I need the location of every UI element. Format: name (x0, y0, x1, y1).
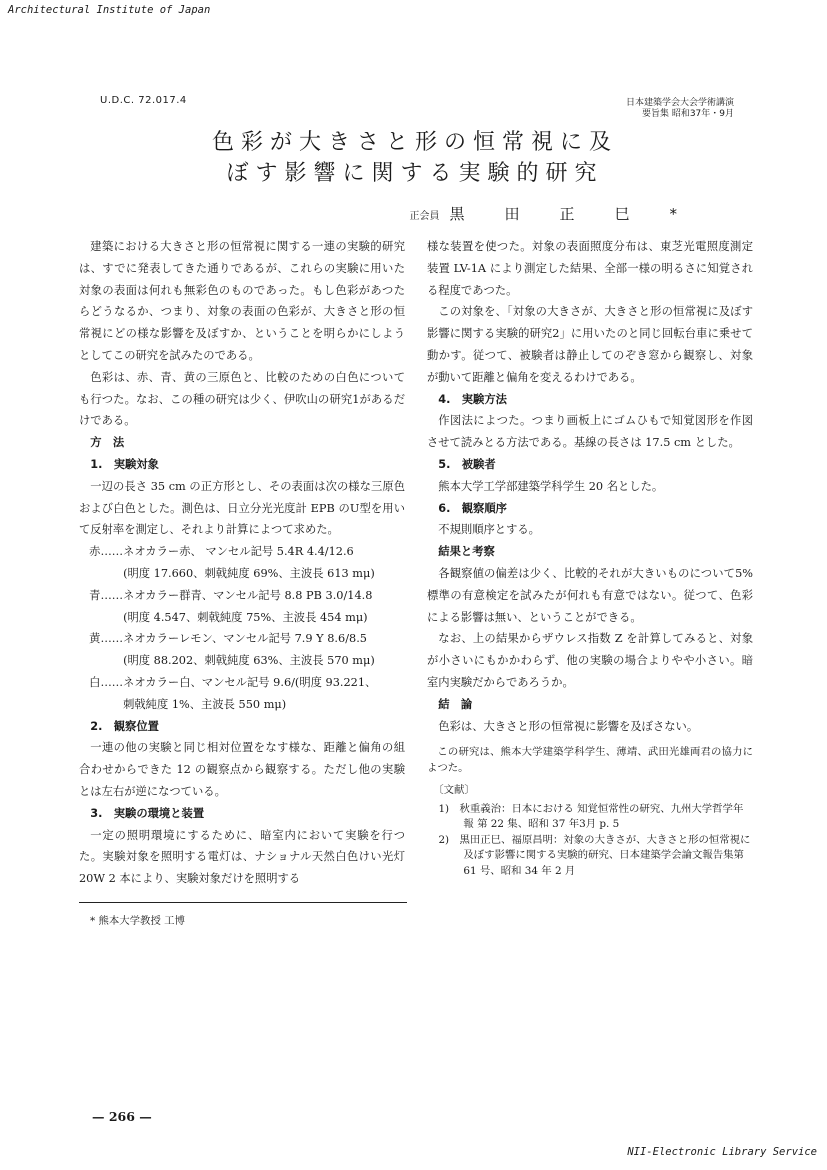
body-paragraph: この対象を、「対象の大きさが、大きさと形の恒常視に及ぼす影響に関する実験的研究2」に用いたのと同じ回転台車に乗せて動かす。従つて、被験者は静止してのぞき窓から観察し、対象が動いて距離と偏角を変えるわけである。 (427, 305, 753, 384)
udc-code: U.D.C. 72.017.4 (100, 95, 187, 106)
intro-paragraph: 建築における大きさと形の恒常視に関する一連の実験的研究は、すでに発表してきた通りであるが、これらの実験に用いた対象の表面は何れも無彩色のものであった。もし色彩があつたらどうなるか、つまり、対象の表面の色彩が、大きさと形の恒常視にどの様な影響を及ぼすか、ということを明らかにしようとしてこの研究を試みたのである。 (79, 240, 405, 362)
author-role: 正会員 (409, 211, 440, 222)
acknowledgement: この研究は、熊本大学建築学科学生、薄靖、武田光雄両君の協力によつた。 (427, 746, 753, 774)
footnote-divider (79, 902, 407, 903)
footnote: * 熊本大学教授 工博 (90, 915, 185, 927)
reference-item: 1) 秋重義治：日本における 知覚恒常性の研究、九州大学哲学年報 第 22 集、昭和 37 年3月 p. 5 (438, 802, 744, 831)
title-line: ぼす影響に関する実験的研究 (226, 161, 604, 186)
section-heading: 1. 実験対象 (90, 457, 159, 471)
body-paragraph: 熊本大学工学部建築学科学生 20 名とした。 (438, 479, 664, 493)
color-spec: 青……ネオカラー群青、マンセル記号 8.8 PB 3.0/14.8 (89, 588, 373, 602)
color-spec-detail: (明度 4.547、刺戟純度 75%、主波長 454 mμ) (123, 610, 368, 624)
section-heading: 4. 実験方法 (438, 392, 507, 406)
right-column (427, 236, 753, 879)
paper-title (160, 127, 670, 189)
body-paragraph: 一辺の長さ 35 cm の正方形とし、その表面は次の様な三原色および白色とした。測色は、日立分光光度計 EPB のU型を用いて反射率を測定し、それより計算によつて求めた。 (79, 479, 405, 537)
section-heading: 2. 観察位置 (90, 719, 159, 733)
publication-info (626, 98, 734, 120)
author-name: 黒田正巳* (449, 205, 717, 223)
intro-paragraph: 色彩は、赤、青、黄の三原色と、比較のための白色についても行つた。なお、この種の研究は少く、伊吹山の研究1があるだけである。 (79, 370, 405, 428)
section-heading: 結 論 (438, 697, 473, 711)
color-spec-detail: (明度 88.202、刺戟純度 63%、主波長 570 mμ) (123, 654, 375, 668)
body-paragraph: 作図法によつた。つまり画板上にゴムひもで知覚図形を作図させて読みとる方法である。基線の長さは 17.5 cm とした。 (427, 414, 753, 450)
section-heading: 3. 実験の環境と装置 (90, 806, 205, 820)
publication-info-line: 日本建築学会大会学術講演 (625, 98, 734, 108)
color-spec: 白……ネオカラー白、マンセル記号 9.6/(明度 93.221、 (89, 675, 377, 689)
body-paragraph: 様な装置を使つた。対象の表面照度分布は、東芝光電照度測定装置 LV-1A により測定した結果、全部一様の明るさに知覚される程度であつた。 (427, 240, 753, 297)
left-column (79, 236, 405, 890)
section-heading: 方 法 (90, 436, 125, 450)
section-heading: 結果と考察 (438, 545, 495, 559)
color-spec: 赤……ネオカラー赤、 マンセル記号 5.4R 4.4/12.6 (89, 545, 354, 559)
page-number: — 266 — (92, 1109, 152, 1124)
body-paragraph: 一定の照明環境にするために、暗室内において実験を行つた。実験対象を照明する電灯は、ナショナル天然白色けい光灯 20W 2 本により、実験対象だけを照明する (79, 828, 405, 886)
body-paragraph: 一連の他の実験と同じ相対位置をなす様な、距離と偏角の組合わせからできた 12 の観察点から観察する。ただし他の実験とは左右が逆になつている。 (79, 741, 405, 798)
section-heading: 5. 被験者 (438, 457, 496, 471)
body-paragraph: 不規則順序とする。 (438, 523, 540, 537)
results-paragraph: なお、上の結果からザウレス指数 Z を計算してみると、対象が小さいにもかかわらず、他の実験の場合よりやや小さい。暗室内実験だからであろうか。 (427, 632, 753, 689)
conclusion-paragraph: 色彩は、大きさと形の恒常視に影響を及ぼさない。 (438, 719, 699, 733)
references-list (427, 802, 753, 879)
references-heading: 〔文献〕 (433, 784, 475, 797)
results-paragraph: 各観察値の偏差は少く、比較的それが大きいものについて5% 標準の有意検定を試みたが何れも有意ではない。従つて、色彩による影響は無い、ということができる。 (427, 566, 753, 624)
header-institution: Architectural Institute of Japan (8, 4, 211, 16)
footer-source: NII-Electronic Library Service (627, 1146, 817, 1158)
publication-info-line: 要旨集 昭和37年・9月 (641, 109, 734, 119)
color-spec-detail: (明度 17.660、刺戟純度 69%、主波長 613 mμ) (123, 566, 375, 580)
color-spec: 黄……ネオカラーレモン、マンセル記号 7.9 Y 8.6/8.5 (89, 632, 367, 646)
reference-item: 2) 黒田正巳、福原昌明：対象の大きさが、大きさと形の恒常視に及ぼす影響に関する実験的研究、日本建築学会論文報告集第 61 号、昭和 34 年 2 月 (438, 833, 751, 877)
title-line: 色彩が大きさと形の恒常視に及 (211, 130, 618, 155)
color-spec-detail: 刺戟純度 1%、主波長 550 mμ) (123, 697, 287, 711)
section-heading: 6. 観察順序 (438, 501, 507, 515)
author-line (409, 203, 717, 224)
